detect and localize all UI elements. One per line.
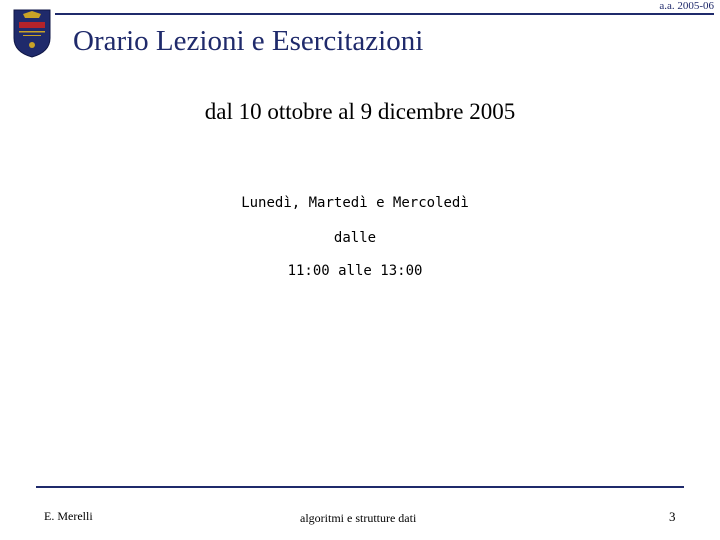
footer-course: algoritmi e strutture dati <box>300 511 417 525</box>
header-rule <box>55 13 714 15</box>
time-range-text: 11:00 alle 13:00 <box>287 263 423 279</box>
university-crest-icon <box>11 8 53 58</box>
from-label: dalle <box>333 230 377 246</box>
footer-rule <box>36 486 684 488</box>
days-text: Lunedì, Martedì e Mercoledì <box>241 195 469 211</box>
footer-author: E. Merelli <box>44 509 93 523</box>
slide-title: Orario Lezioni e Esercitazioni <box>73 25 424 57</box>
period-heading: dal 10 ottobre al 9 dicembre 2005 <box>204 99 516 124</box>
page-number: 3 <box>669 509 676 524</box>
academic-year-label: a.a. 2005-06 <box>659 0 714 12</box>
